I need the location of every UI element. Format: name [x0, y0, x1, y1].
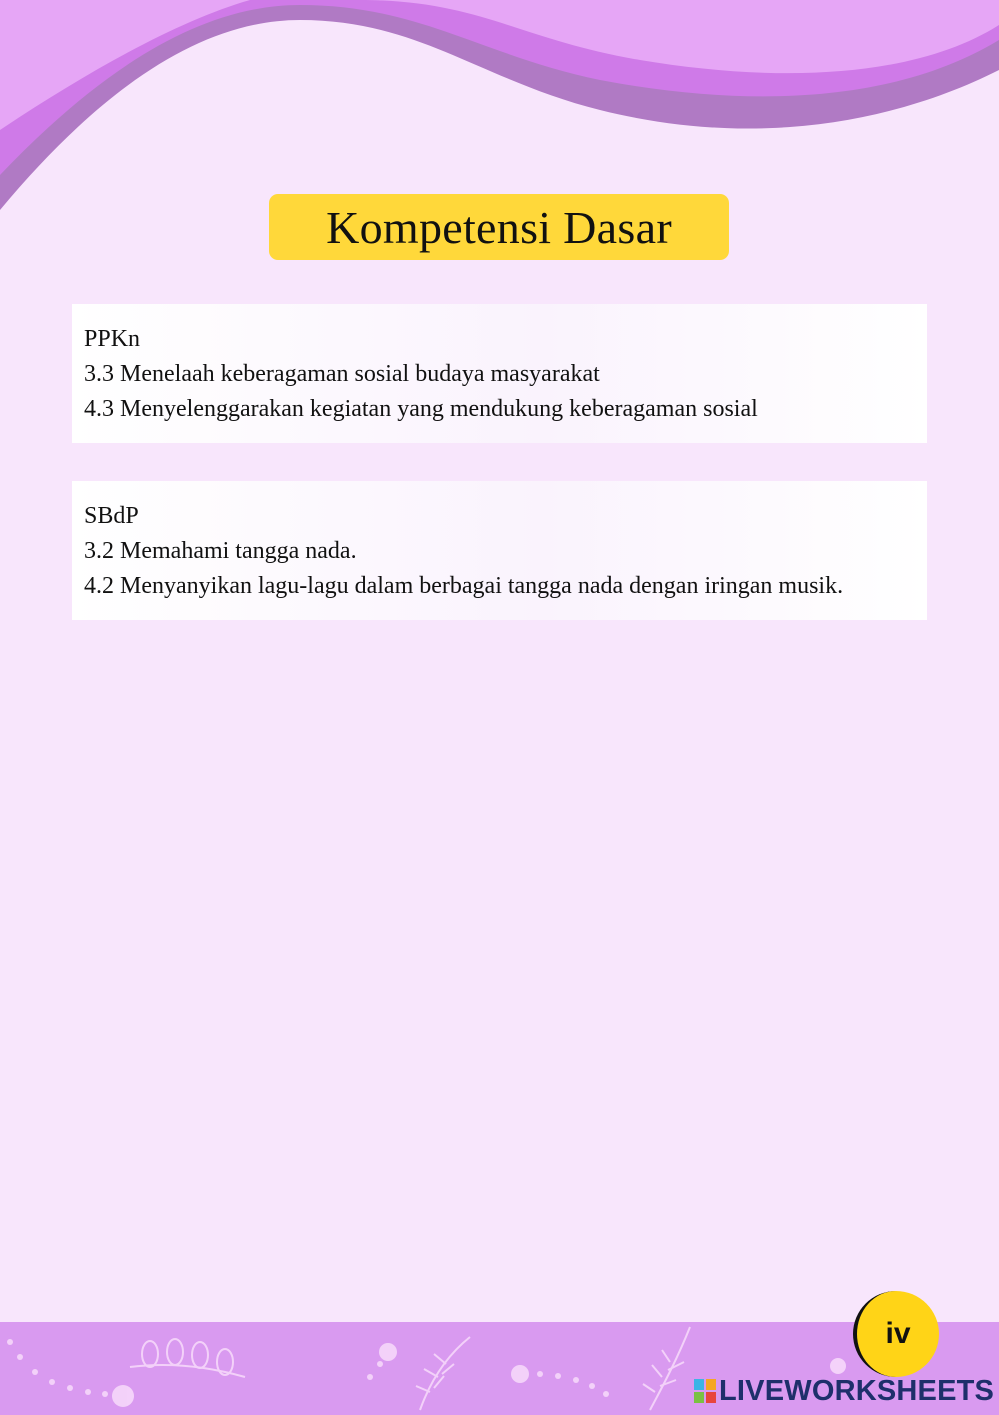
competency-card-ppkn: [72, 304, 927, 443]
title-banner: [269, 194, 729, 260]
competency-card-sbdp: [72, 481, 927, 620]
competency-item: 3.2 Memahami tangga nada.: [84, 538, 357, 564]
page-title: Kompetensi Dasar: [326, 201, 672, 253]
page-number: iv: [885, 1317, 911, 1350]
competency-item: 4.3 Menyelenggarakan kegiatan yang mendukung keberagaman sosial: [84, 396, 758, 422]
competency-item: 3.3 Menelaah keberagaman sosial budaya masyarakat: [84, 361, 600, 387]
liveworksheets-logo-icon: [694, 1379, 716, 1403]
subject-label: PPKn: [84, 326, 141, 352]
competency-item: 4.2 Menyanyikan lagu-lagu dalam berbagai tangga nada dengan iringan musik.: [84, 573, 844, 599]
liveworksheets-watermark: [694, 1375, 994, 1407]
brand-name: LIVEWORKSHEETS: [719, 1374, 995, 1407]
subject-label: SBdP: [84, 503, 139, 529]
page-number-badge: [853, 1291, 939, 1377]
